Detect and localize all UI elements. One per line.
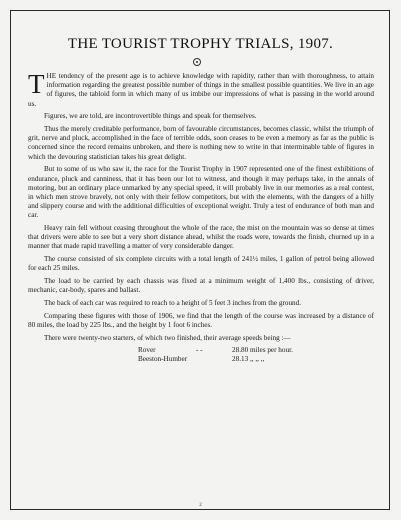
drop-cap: T bbox=[28, 69, 45, 99]
paragraph: There were twenty-two starters, of which two finished, their average speeds being :— bbox=[44, 333, 291, 342]
paragraph: Heavy rain fell without ceasing throughout the whole of the race, the mist on the mountain was so dense at times that drivers were able to see but a very short distance ahead, whilst the roads were, towards the finish, churned up in a manner that made rapid travelling a matter of very considerable danger. bbox=[28, 224, 374, 251]
paragraph: The course consisted of six complete circuits with a total length of 241½ miles, 1 gallon of petrol being allowed for each 25 miles. bbox=[28, 255, 374, 273]
ornament-icon bbox=[193, 58, 201, 66]
paragraph: The back of each car was required to reach to a height of 5 feet 3 inches from the ground. bbox=[44, 298, 302, 307]
speed-car-name: Rover bbox=[138, 346, 156, 355]
speed-row bbox=[138, 346, 374, 355]
paragraph-intro bbox=[28, 69, 374, 109]
speed-value: 28.80 miles per hour. bbox=[232, 346, 293, 355]
speed-row bbox=[138, 355, 374, 364]
speed-value: 28.13 ,, ,, ,, bbox=[232, 355, 265, 364]
speed-car-name: Beeston-Humber bbox=[138, 355, 188, 364]
speeds-list bbox=[138, 346, 374, 364]
speed-dash: - - bbox=[196, 346, 203, 355]
paragraph: Figures, we are told, are incontrovertible things and speak for themselves. bbox=[44, 112, 257, 121]
paragraph-text: HE tendency of the present age is to achieve knowledge with rapidity, rather than with thoroughness, to attain information regarding the greatest possible number of things in the smallest possible quantities. We live in an age of figures, the tabloid form in which many of us imbibe our impressions of what is passing in the world around us. bbox=[28, 72, 374, 108]
paragraph: Thus the merely creditable performance, born of favourable circumstances, becomes classic, whilst the triumph of grit, nerve and pluck, accomplished in the face of terrible odds, soon ceases to be even a memory as far as the public is concerned since the record remains unbroken, and there is nothing new to write in that interminable table of figures in which the devouring statistician takes his great delight. bbox=[28, 125, 374, 161]
article-body bbox=[28, 69, 374, 365]
paragraph: The load to be carried by each chassis was fixed at a minimum weight of 1,400 lbs., consisting of driver, mechanic, car-body, spares and ballast. bbox=[28, 277, 374, 295]
page-title: THE TOURIST TROPHY TRIALS, 1907. bbox=[67, 36, 334, 52]
paragraph: But to some of us who saw it, the race for the Tourist Trophy in 1907 represented one of the finest exhibitions of endurance, pluck and canniness, that it has been our lot to witness, and though it may perhaps take, in the annals of motoring, but an ordinary place unmarked by any special speed, it will probably live in our memories as a real contest, in which men strove bravely, not only with their fellow competitors, but with the elements, with the dangers of a hilly and slippery course and with the additional difficulties of exceptional weight. Truly a test of endurance of both man and car. bbox=[28, 165, 374, 220]
paragraph: Comparing these figures with those of 1906, we find that the length of the course was increased by a distance of 80 miles, the load by 225 lbs., and the height by 1 foot 6 inches. bbox=[28, 311, 374, 329]
page-number: 2 bbox=[199, 503, 202, 508]
